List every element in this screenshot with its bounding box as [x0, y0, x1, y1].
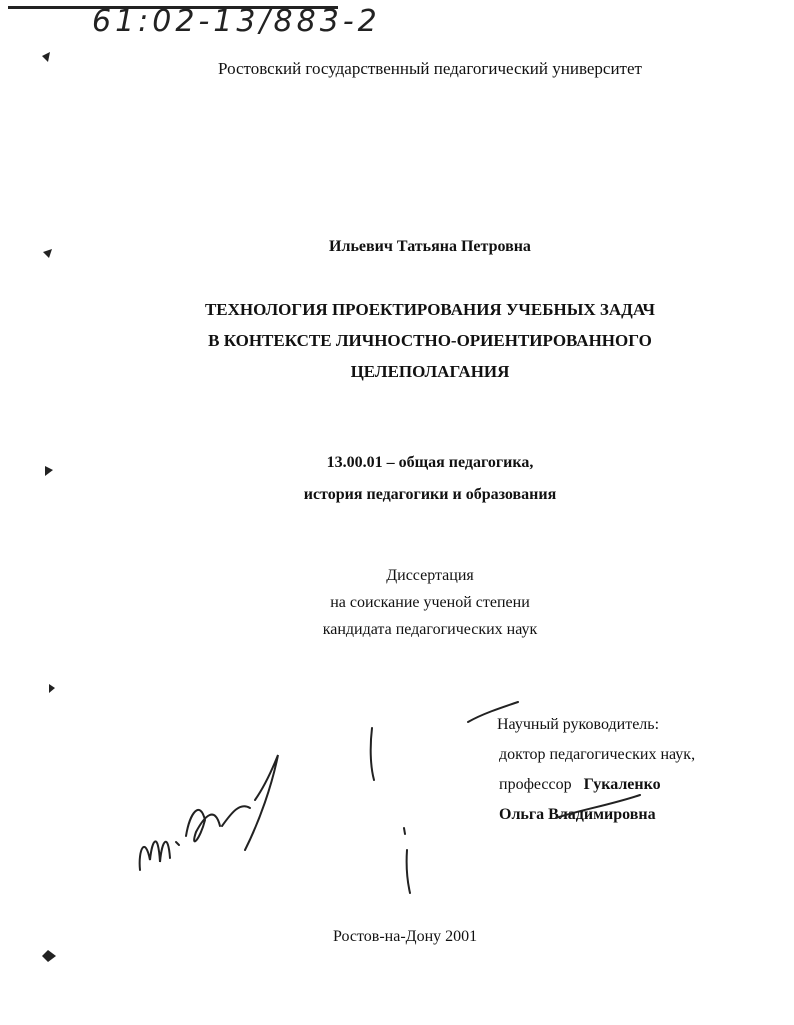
author-name: Ильевич Татьяна Петровна: [329, 238, 531, 255]
pen-stroke: [468, 702, 518, 722]
degree-line: на соискание ученой степени: [330, 594, 530, 611]
pen-stroke: [407, 850, 410, 893]
degree-line: кандидата педагогических наук: [322, 621, 538, 638]
margin-mark: [45, 466, 53, 476]
title-line: ТЕХНОЛОГИЯ ПРОЕКТИРОВАНИЯ УЧЕБНЫХ ЗАДАЧ: [204, 300, 656, 319]
title-line: В КОНТЕКСТЕ ЛИЧНОСТНО-ОРИЕНТИРОВАННОГО: [208, 331, 652, 350]
title-line: ЦЕЛЕПОЛАГАНИЯ: [350, 362, 510, 381]
signature-stroke: [140, 841, 170, 870]
margin-mark: [43, 249, 52, 258]
supervisor-rank: профессор: [499, 776, 572, 793]
specialty-line: история педагогики и образования: [303, 486, 557, 503]
supervisor-given-names: Ольга Владимировна: [499, 806, 656, 823]
archive-number: 61:02-13/883-2: [92, 4, 381, 39]
signature-stroke: [222, 806, 250, 826]
supervisor-degree: доктор педагогических наук,: [499, 746, 696, 763]
degree-line: Диссертация: [386, 567, 474, 584]
signature-stroke: [176, 842, 179, 845]
margin-mark: [42, 950, 56, 962]
pen-stroke: [404, 828, 405, 834]
signature-stroke: [186, 810, 220, 841]
supervisor-heading: Научный руководитель:: [497, 716, 660, 733]
city-and-year: Ростов-на-Дону 2001: [333, 928, 478, 945]
specialty-line: 13.00.01 – общая педагогика,: [326, 454, 534, 471]
pen-stroke: [371, 728, 374, 780]
pen-stroke: [556, 795, 640, 818]
margin-mark: [49, 684, 55, 693]
university-name: Ростовский государственный педагогический университет: [218, 59, 642, 78]
supervisor-surname: Гукаленко: [583, 776, 661, 793]
margin-mark: [42, 52, 50, 62]
signature-stroke: [245, 755, 278, 850]
